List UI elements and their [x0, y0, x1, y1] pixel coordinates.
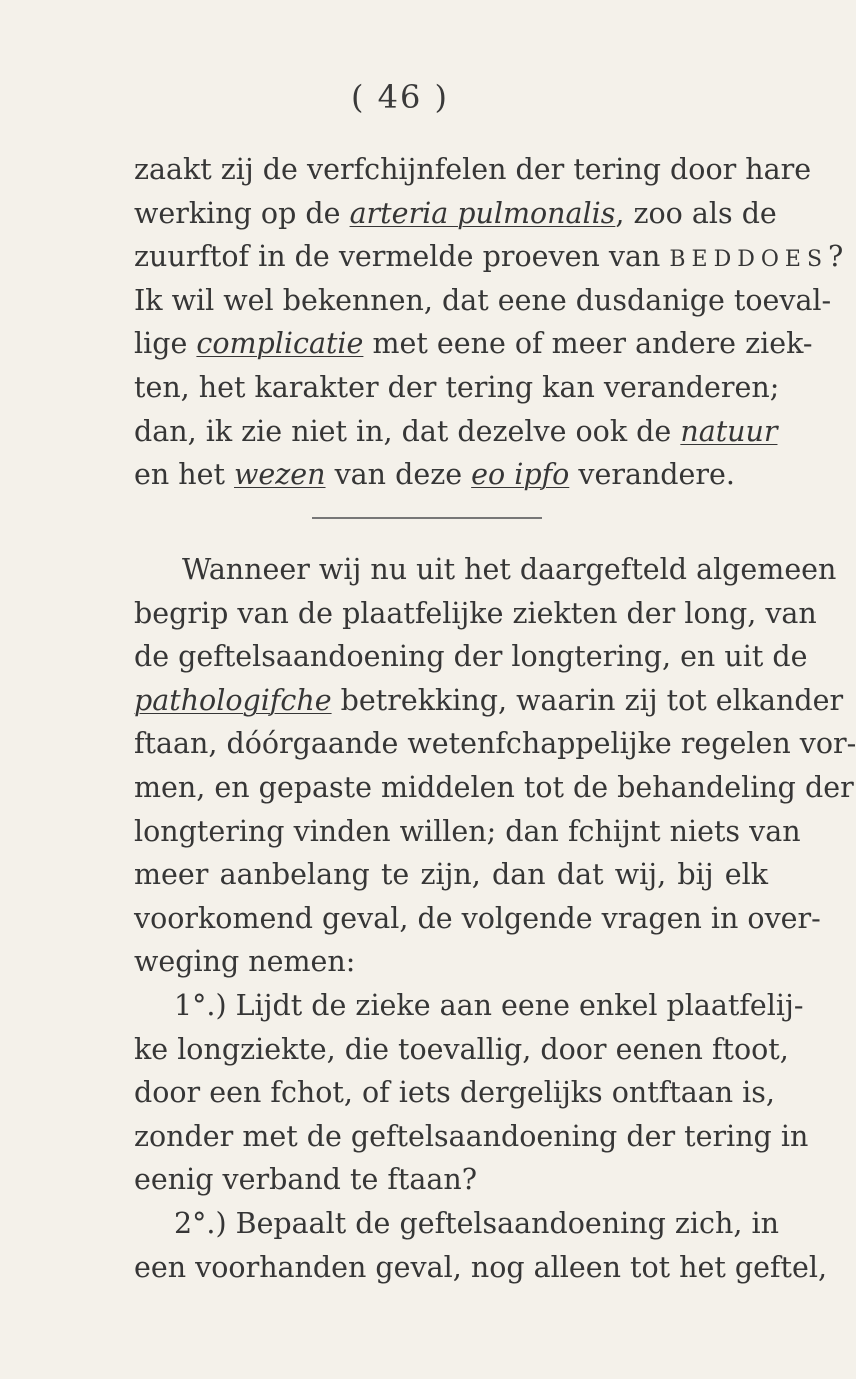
emphasis-text: pathologifche — [134, 683, 332, 717]
paragraph-2 — [134, 548, 856, 1289]
text-fragment: lige — [134, 327, 197, 361]
text-line: longtering vinden willen; dan fchijnt niets van — [134, 814, 801, 848]
text-line: men, en gepaste middelen tot de behandeling der — [134, 770, 854, 804]
text-line: meer aanbelang te zijn, dan dat wij, bij elk — [134, 858, 768, 892]
text-line: door een fchot, of iets dergelijks ontftaan is, — [134, 1076, 775, 1110]
text-line: eenig verband te ftaan? — [134, 1163, 477, 1197]
text-line: ke longziekte, die toevallig, door eenen ftoot, — [134, 1032, 789, 1066]
text-fragment: met eene of meer andere ziek- — [363, 327, 813, 361]
text-line: zonder met de geftelsaandoening der tering in — [134, 1119, 809, 1153]
text-fragment: werking op de — [134, 196, 350, 230]
text-line: weging nemen: — [134, 945, 356, 979]
text-line: Ik wil wel bekennen, dat eene dusdanige toeval- — [134, 283, 832, 317]
author-name: BEDDOES — [669, 247, 829, 273]
text-line — [134, 453, 768, 497]
text-fragment: dan, ik zie niet in, dat dezelve ook de — [134, 414, 681, 448]
text-fragment: betrekking, waarin zij tot elkander — [331, 683, 844, 717]
emphasis-text: complicatie — [196, 327, 364, 361]
section-divider — [312, 517, 542, 519]
paragraph-1 — [134, 148, 844, 497]
text-line: 1°.) Lijdt de zieke aan eene enkel plaatfelij- — [174, 988, 804, 1022]
text-line — [134, 322, 813, 366]
emphasis-text: natuur — [680, 414, 778, 448]
text-line: een voorhanden geval, nog alleen tot het geftel, — [134, 1250, 828, 1284]
text-line: Wanneer wij nu uit het daargefteld algemeen — [182, 553, 837, 586]
text-line: begrip van de plaatfelijke ziekten der long, van — [134, 596, 817, 630]
text-line — [134, 410, 778, 454]
text-line: voorkomend geval, de volgende vragen in over- — [134, 901, 821, 935]
text-fragment: en het — [134, 458, 235, 492]
text-fragment: , zoo als de — [615, 196, 777, 230]
text-line: zaakt zij de verfchijnfelen der tering door hare — [134, 153, 812, 186]
text-line: de geftelsaandoening der longtering, en uit de — [134, 640, 808, 674]
text-line — [134, 679, 844, 723]
emphasis-text: wezen — [234, 458, 326, 492]
page-number: ( 46 ) — [350, 78, 450, 116]
text-fragment: van deze — [325, 458, 472, 492]
text-line — [134, 235, 844, 279]
emphasis-text: arteria pulmonalis — [349, 196, 616, 230]
text-line — [134, 192, 777, 236]
text-fragment: ? — [828, 240, 844, 274]
text-fragment: verandere. — [569, 458, 735, 492]
text-line: 2°.) Bepaalt de geftelsaandoening zich, in — [174, 1206, 779, 1240]
emphasis-text: eo ipfo — [471, 458, 570, 492]
text-fragment: zuurftof in de vermelde proeven van — [134, 240, 670, 274]
text-line: ten, het karakter der tering kan veranderen; — [134, 370, 780, 404]
text-line: ftaan, dóórgaande wetenfchappelijke regelen vor- — [134, 727, 856, 761]
